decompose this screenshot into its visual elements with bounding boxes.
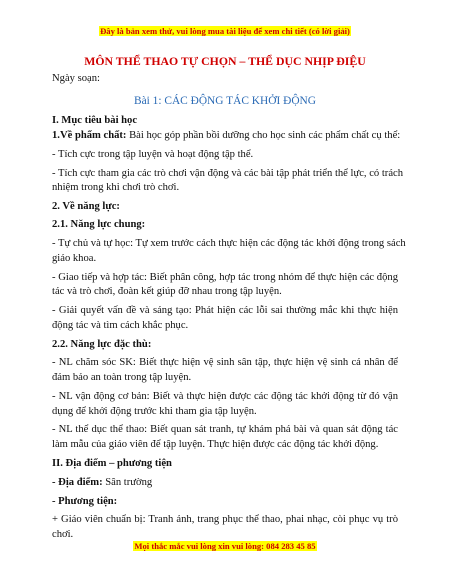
bullet-general-1-line-2: giáo khoa. (52, 253, 97, 264)
document-title: MÔN THỂ THAO TỰ CHỌN – THỂ DỤC NHỊP ĐIỆU (84, 54, 366, 68)
bullet-specific-3-line-2: làm mẫu của giáo viên để tập luyện. Thực hiện được các động tác khởi động. (52, 439, 379, 450)
bullet-specific-1-line-2: đảm bảo an toàn trong tập luyện. (52, 372, 192, 383)
equipment-heading: - Phương tiện: (52, 496, 118, 507)
paragraph-qualities (52, 128, 401, 143)
bullet-quality-2-line-1: - Tích cực tham gia các trò chơi vận động và các bài tập phát triển thể lực, có trách (52, 168, 404, 179)
bullet-general-3-line-2: động tác và tìm cách khắc phục. (52, 320, 189, 331)
date-label: Ngày soạn: (52, 73, 100, 84)
bullet-general-1-line-1: - Tự chủ và tự học: Tự xem trước cách thực hiện các động tác khởi động trong sách (52, 238, 406, 249)
paragraph-location (52, 475, 398, 490)
subheading-specific-competencies: 2.2. Năng lực đặc thù: (52, 339, 152, 350)
preview-notice-banner (0, 26, 450, 36)
location-heading: - Địa điểm: (52, 477, 103, 488)
location-text: Sân trường (102, 477, 153, 488)
bullet-specific-3-line-1: - NL thể dục thể thao: Biết quan sát tranh, tự khám phá bài và quan sát động tác (52, 424, 398, 435)
bullet-specific-2-line-1: - NL vận động cơ bản: Biết và thực hiện được các động tác khởi động từ đó vận (52, 391, 398, 402)
subheading-general-competencies: 2.1. Năng lực chung: (52, 219, 146, 230)
qualities-heading: 1.Về phẩm chất: (52, 130, 127, 141)
bullet-general-3-line-1: - Giải quyết vấn đề và sáng tạo: Phát hiện các lỗi sai thường mắc khi thực hiện (52, 305, 398, 316)
section-heading-competencies: 2. Về năng lực: (52, 201, 120, 212)
contact-text: Mọi thắc mắc vui lòng xin vui lòng: 084 283 45 85 (134, 541, 316, 551)
bullet-teacher-prep-line-1: + Giáo viên chuẩn bị: Tranh ảnh, trang phục thể thao, phai nhạc, còi phục vụ trò (52, 514, 398, 525)
qualities-text: Bài học góp phần bồi dưỡng cho học sinh các phẩm chất cụ thể: (126, 130, 401, 141)
bullet-specific-1-line-1: - NL chăm sóc SK: Biết thực hiện vệ sinh sân tập, thực hiện vệ sinh cá nhân để (52, 357, 398, 368)
preview-notice-text: Đây là bản xem thử, vui lòng mua tài liệu để xem chi tiết (có lời giải) (100, 26, 350, 36)
bullet-quality-2-line-2: nhiệm trong khi chơi trò chơi. (52, 182, 180, 193)
lesson-title: Bài 1: CÁC ĐỘNG TÁC KHỞI ĐỘNG (133, 95, 317, 107)
bullet-specific-2-line-2: dụng để khởi động trước khi tham gia tập luyện. (52, 406, 257, 417)
bullet-quality-1: - Tích cực trong tập luyện và hoạt động tập thể. (52, 149, 254, 160)
section-heading-objectives: I. Mục tiêu bài học (52, 115, 138, 126)
section-heading-location: II. Địa điểm – phương tiện (52, 458, 172, 469)
contact-banner (0, 541, 450, 551)
bullet-teacher-prep-line-2: chơi. (52, 529, 74, 540)
bullet-general-2-line-1: - Giao tiếp và hợp tác: Biết phân công, hợp tác trong nhóm để thực hiện các động (52, 272, 398, 283)
bullet-general-2-line-2: tác và trò chơi, đoàn kết giúp đỡ nhau trong tập luyện. (52, 286, 282, 297)
